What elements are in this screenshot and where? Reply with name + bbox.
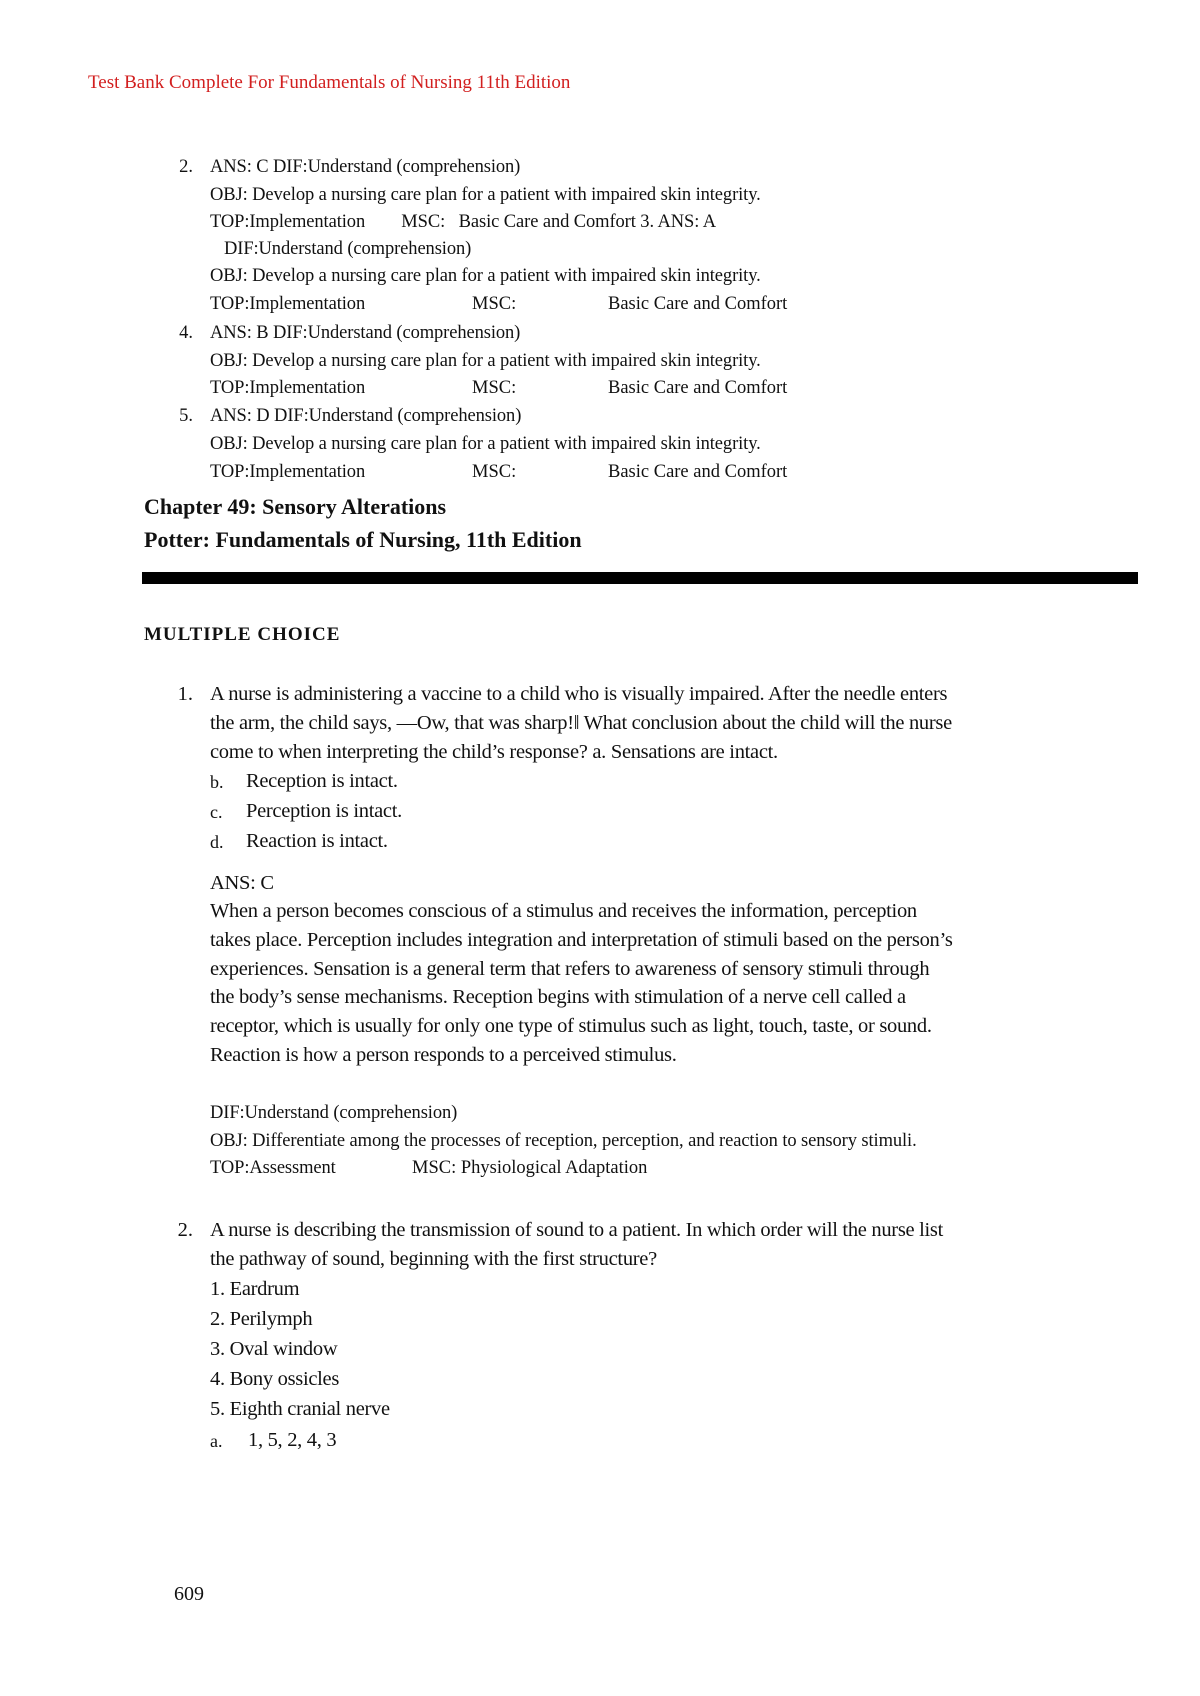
question-difficulty: DIF:Understand (comprehension) bbox=[210, 1103, 458, 1123]
answer-topic: TOP:Implementation bbox=[210, 294, 366, 314]
answer-key: ANS: C bbox=[210, 872, 274, 894]
sequence-item: 1. Eardrum bbox=[210, 1278, 300, 1300]
question-number: 2. bbox=[177, 1219, 193, 1241]
rationale-line: When a person becomes conscious of a stimulus and receives the information, perception bbox=[210, 900, 917, 922]
answer-number: 4. bbox=[179, 323, 193, 343]
answer-msc-value: Basic Care and Comfort bbox=[608, 378, 788, 398]
option-text: Reception is intact. bbox=[246, 770, 398, 792]
chapter-title: Chapter 49: Sensory Alterations bbox=[144, 494, 447, 519]
rationale-line: the body’s sense mechanisms. Reception begins with stimulation of a nerve cell called a bbox=[210, 986, 906, 1008]
answer-msc-label: MSC: bbox=[472, 462, 517, 482]
question-msc: MSC: Physiological Adaptation bbox=[412, 1158, 648, 1178]
answer-objective: OBJ: Develop a nursing care plan for a patient with impaired skin integrity. bbox=[210, 185, 761, 205]
answer-line: ANS: C DIF:Understand (comprehension) bbox=[210, 157, 521, 177]
rationale-line: Reaction is how a person responds to a perceived stimulus. bbox=[210, 1044, 677, 1066]
answer-objective: OBJ: Develop a nursing care plan for a patient with impaired skin integrity. bbox=[210, 266, 761, 286]
sequence-item: 2. Perilymph bbox=[210, 1308, 313, 1330]
answer-objective: OBJ: Develop a nursing care plan for a patient with impaired skin integrity. bbox=[210, 351, 761, 371]
option-letter: c. bbox=[210, 802, 223, 822]
sequence-item: 3. Oval window bbox=[210, 1338, 338, 1360]
answer-msc-value: Basic Care and Comfort bbox=[608, 294, 788, 314]
answer-topic-line: TOP:Implementation MSC: Basic Care and Comfort 3. ANS: A bbox=[210, 212, 716, 232]
question-text-line: A nurse is describing the transmission of sound to a patient. In which order will the nurse list bbox=[210, 1219, 943, 1241]
answer-topic: TOP:Implementation bbox=[210, 378, 366, 398]
chapter-subtitle: Potter: Fundamentals of Nursing, 11th Edition bbox=[144, 527, 582, 552]
question-text-line: A nurse is administering a vaccine to a child who is visually impaired. After the needle enters bbox=[210, 683, 948, 705]
heading-rule bbox=[142, 572, 1138, 584]
answer-objective: OBJ: Develop a nursing care plan for a patient with impaired skin integrity. bbox=[210, 434, 761, 454]
question-topic: TOP:Assessment bbox=[210, 1158, 336, 1178]
question-text-line: the pathway of sound, beginning with the first structure? bbox=[210, 1248, 657, 1270]
section-title: MULTIPLE CHOICE bbox=[144, 624, 341, 645]
answer-msc-value: Basic Care and Comfort bbox=[608, 462, 788, 482]
question-text-line: come to when interpreting the child’s response? a. Sensations are intact. bbox=[210, 741, 778, 763]
answer-number: 5. bbox=[179, 406, 193, 426]
answer-difficulty: DIF:Understand (comprehension) bbox=[224, 239, 472, 259]
question-text-line: the arm, the child says, —Ow, that was sharp!‖ What conclusion about the child will the nurse bbox=[210, 712, 952, 734]
answer-number: 2. bbox=[179, 157, 193, 177]
sequence-item: 5. Eighth cranial nerve bbox=[210, 1398, 390, 1420]
option-text: 1, 5, 2, 4, 3 bbox=[248, 1429, 337, 1451]
option-letter: b. bbox=[210, 772, 224, 792]
question-number: 1. bbox=[177, 683, 193, 705]
option-text: Reaction is intact. bbox=[246, 830, 388, 852]
option-letter: a. bbox=[210, 1431, 223, 1451]
header-banner: Test Bank Complete For Fundamentals of Nursing 11th Edition bbox=[88, 72, 571, 93]
answer-line: ANS: D DIF:Understand (comprehension) bbox=[210, 406, 522, 426]
rationale-line: experiences. Sensation is a general term that refers to awareness of sensory stimuli through bbox=[210, 958, 930, 980]
rationale-line: receptor, which is usually for only one type of stimulus such as light, touch, taste, or sound. bbox=[210, 1015, 932, 1037]
option-text: Perception is intact. bbox=[246, 800, 402, 822]
sequence-item: 4. Bony ossicles bbox=[210, 1368, 340, 1390]
answer-line: ANS: B DIF:Understand (comprehension) bbox=[210, 323, 521, 343]
answer-topic: TOP:Implementation bbox=[210, 462, 366, 482]
answer-msc-label: MSC: bbox=[472, 294, 517, 314]
rationale-line: takes place. Perception includes integration and interpretation of stimuli based on the person’s bbox=[210, 929, 953, 951]
page-number: 609 bbox=[174, 1583, 204, 1605]
question-objective: OBJ: Differentiate among the processes of reception, perception, and reaction to sensory stimuli. bbox=[210, 1131, 917, 1151]
option-letter: d. bbox=[210, 832, 224, 852]
answer-msc-label: MSC: bbox=[472, 378, 517, 398]
